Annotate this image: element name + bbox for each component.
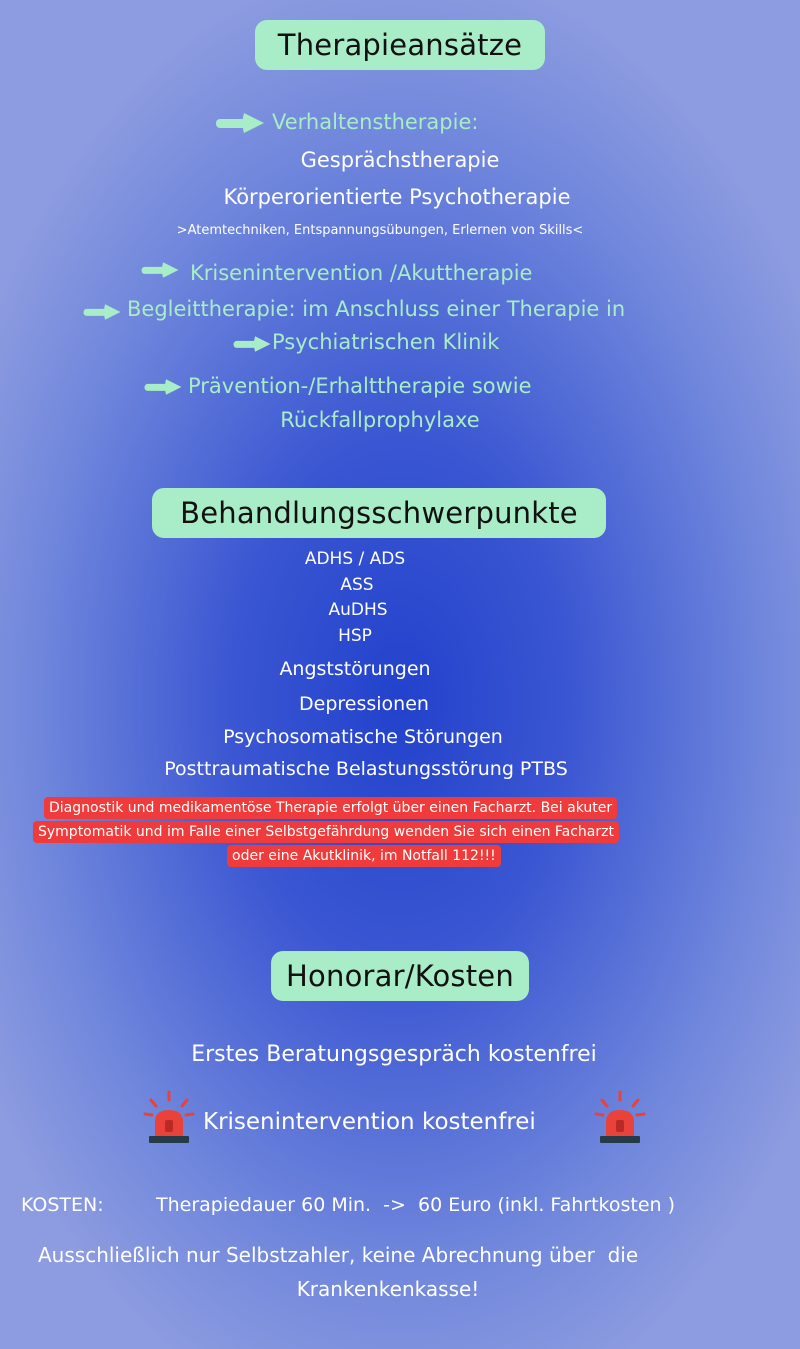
fees-self-pay-line2: Krankenkenkasse!	[296, 1277, 480, 1301]
fees-crisis-free: Krisenintervention kostenfrei	[203, 1109, 536, 1135]
therapy-item-praevention-line1: Prävention-/Erhalttherapie sowie	[188, 374, 532, 398]
therapy-item-koerper: Körperorientierte Psychotherapie	[223, 185, 571, 209]
right-arrow-icon	[143, 377, 183, 397]
right-arrow-icon	[214, 111, 266, 135]
therapy-heading: Therapieansätze	[255, 20, 545, 70]
focus-item-adhs: ADHS / ADS	[304, 549, 406, 569]
focus-item-angststoerungen: Angststörungen	[279, 658, 431, 680]
focus-item-depressionen: Depressionen	[299, 693, 429, 715]
focus-heading: Behandlungsschwerpunkte	[152, 488, 606, 538]
focus-item-psychosomatisch: Psychosomatische Störungen	[223, 726, 503, 748]
fees-costs-value: Therapiedauer 60 Min. -> 60 Euro (inkl. Fahrtkosten )	[156, 1194, 676, 1216]
medical-notice-line3: oder eine Akutklinik, im Notfall 112!!!	[227, 845, 501, 867]
right-arrow-icon	[82, 302, 122, 322]
focus-item-audhs: AuDHS	[328, 600, 388, 620]
therapy-item-praevention-line2: Rückfallprophylaxe	[280, 408, 480, 432]
therapy-item-krisenintervention: Krisenintervention /Akuttherapie	[190, 261, 533, 285]
focus-item-ass: ASS	[340, 575, 374, 595]
therapy-item-begleittherapie-line1: Begleittherapie: im Anschluss einer Therapie in	[127, 297, 626, 321]
therapy-item-koerper-detail: >Atemtechniken, Entspannungsübungen, Erlernen von Skills<	[176, 223, 584, 238]
fees-costs-label: KOSTEN:	[21, 1194, 104, 1216]
siren-icon	[594, 1090, 646, 1146]
focus-item-ptbs: Posttraumatische Belastungsstörung PTBS	[164, 758, 568, 780]
right-arrow-icon	[140, 260, 180, 280]
medical-notice-line2: Symptomatik und im Falle einer Selbstgefährdung wenden Sie sich einen Facharzt	[33, 821, 619, 843]
focus-item-hsp: HSP	[338, 626, 372, 646]
right-arrow-icon	[232, 334, 272, 354]
therapy-item-gespraechstherapie: Gesprächstherapie	[300, 148, 500, 172]
fees-heading: Honorar/Kosten	[271, 951, 529, 1001]
medical-notice-line1: Diagnostik und medikamentöse Therapie erfolgt über einen Facharzt. Bei akuter	[44, 797, 617, 819]
siren-icon	[143, 1090, 195, 1146]
therapy-item-verhaltenstherapie: Verhaltenstherapie:	[272, 110, 479, 134]
therapy-item-begleittherapie-line2: Psychiatrischen Klinik	[272, 330, 500, 354]
fees-self-pay-line1: Ausschließlich nur Selbstzahler, keine Abrechnung über die	[38, 1243, 639, 1267]
fees-first-consult: Erstes Beratungsgespräch kostenfrei	[191, 1042, 597, 1067]
